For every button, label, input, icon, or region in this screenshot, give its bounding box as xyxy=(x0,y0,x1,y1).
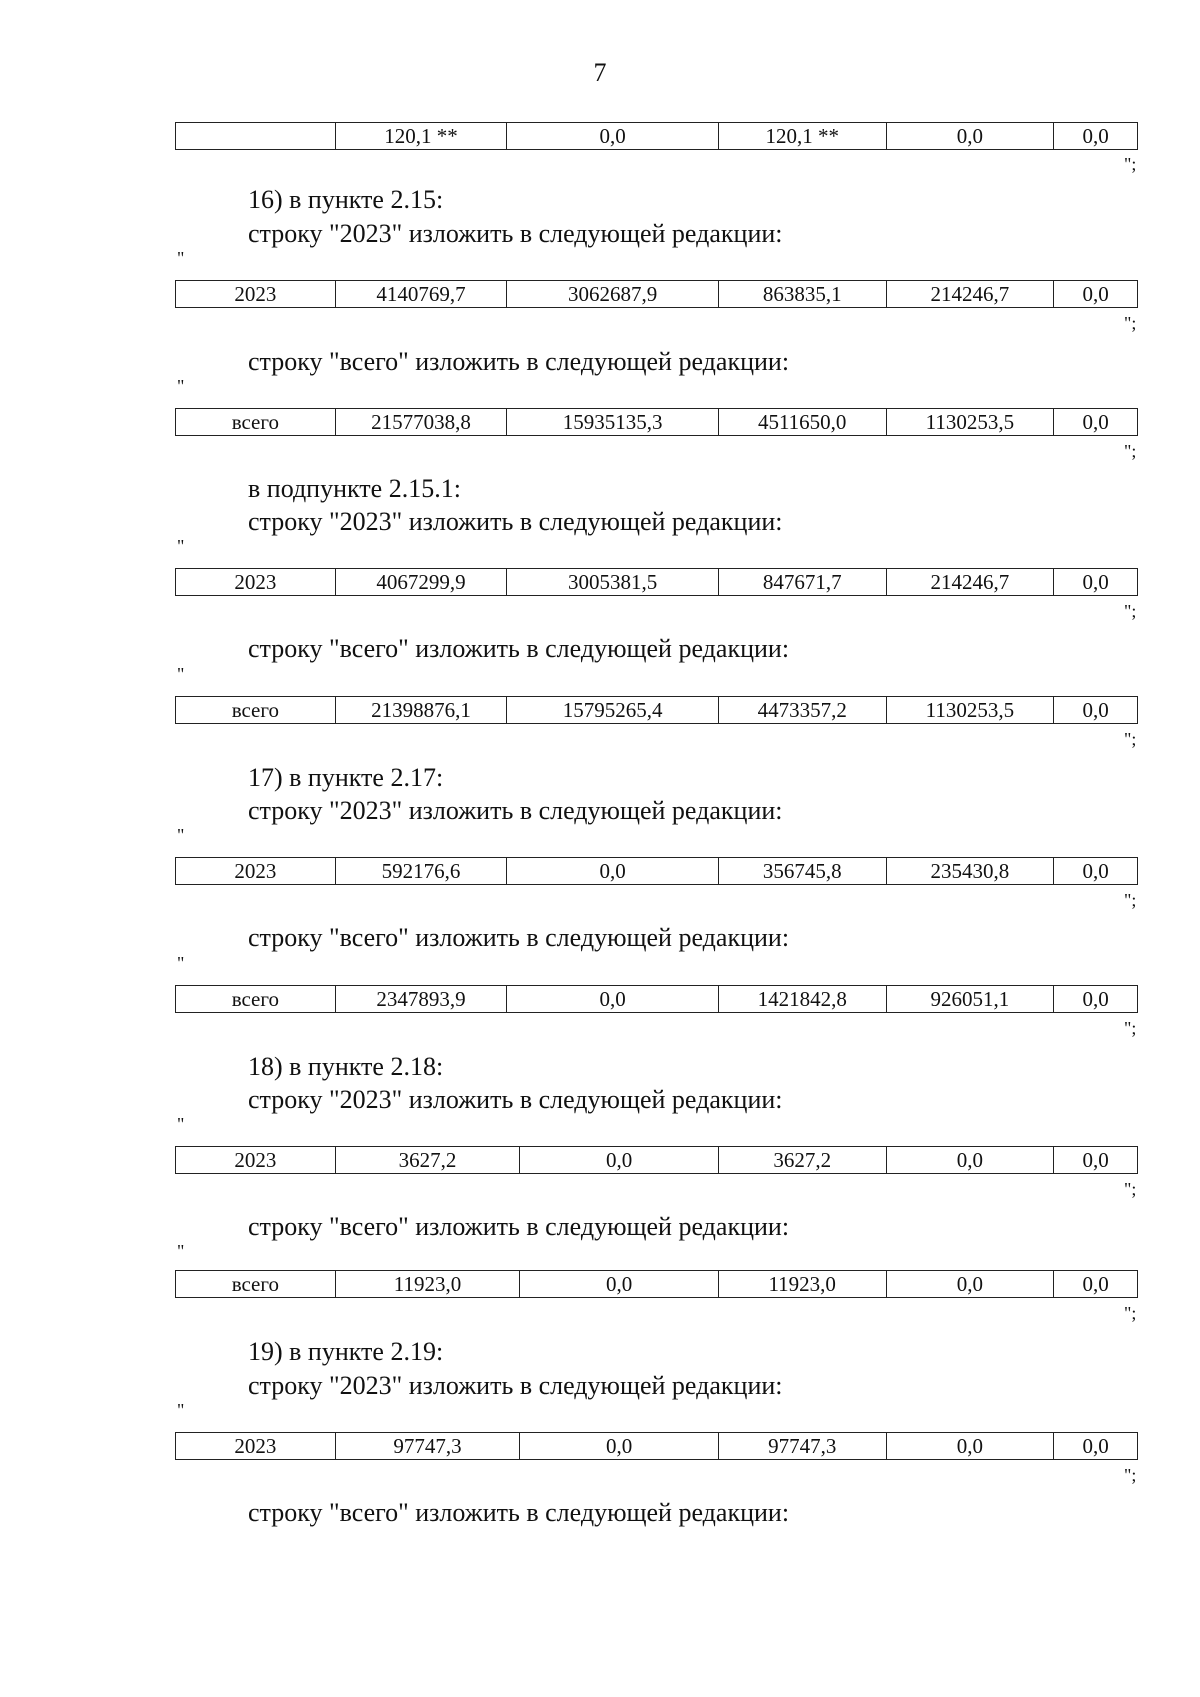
table-cell: всего xyxy=(176,697,336,723)
table-cell: 2347893,9 xyxy=(336,986,508,1012)
table-cell: 214246,7 xyxy=(887,569,1055,595)
table-row xyxy=(175,696,1138,724)
closing-quote: "; xyxy=(1124,154,1137,174)
instruction-line: строку "2023" изложить в следующей редакции: xyxy=(248,796,783,825)
instruction-line: строку "всего" изложить в следующей редакции: xyxy=(248,923,790,952)
closing-quote: "; xyxy=(1124,890,1137,910)
instruction-line: строку "всего" изложить в следующей редакции: xyxy=(248,1212,790,1241)
opening-quote: " xyxy=(177,536,185,556)
table-cell: 1421842,8 xyxy=(719,986,887,1012)
table-cell: 21577038,8 xyxy=(336,409,508,435)
table-cell: 0,0 xyxy=(520,1271,719,1297)
table-cell: 120,1 ** xyxy=(719,123,887,149)
opening-quote: " xyxy=(177,664,185,684)
opening-quote: " xyxy=(177,1241,185,1261)
opening-quote: " xyxy=(177,1400,185,1420)
closing-quote: "; xyxy=(1124,313,1137,333)
table-cell: 2023 xyxy=(176,1147,336,1173)
table-cell: 0,0 xyxy=(1082,859,1109,883)
page-number: 7 xyxy=(593,58,607,87)
table-cell: 0,0 xyxy=(1082,570,1109,594)
section-heading: 18) в пункте 2.18: xyxy=(248,1052,444,1081)
table-cell: всего xyxy=(176,986,336,1012)
table-cell: 0,0 xyxy=(1082,124,1109,148)
table-cell: 0,0 xyxy=(887,1271,1055,1297)
instruction-line: строку "всего" изложить в следующей редакции: xyxy=(248,634,790,663)
table-cell: 863835,1 xyxy=(719,281,887,307)
table-cell: 3062687,9 xyxy=(507,281,719,307)
table-row xyxy=(175,1270,1138,1298)
table-cell: 15935135,3 xyxy=(507,409,719,435)
table-cell: 15795265,4 xyxy=(507,697,719,723)
table-row xyxy=(175,985,1138,1013)
table-cell: 97747,3 xyxy=(719,1433,887,1459)
closing-quote: "; xyxy=(1124,601,1137,621)
table-cell: 4511650,0 xyxy=(719,409,887,435)
opening-quote: " xyxy=(177,376,185,396)
closing-quote: "; xyxy=(1124,729,1137,749)
table-cell: 0,0 xyxy=(1082,1272,1109,1296)
table-cell: 1130253,5 xyxy=(887,697,1055,723)
section-heading: 16) в пункте 2.15: xyxy=(248,185,444,214)
table-row xyxy=(175,568,1138,596)
table-cell: 0,0 xyxy=(520,1433,719,1459)
table-cell: 926051,1 xyxy=(887,986,1055,1012)
instruction-line: строку "2023" изложить в следующей редакции: xyxy=(248,1371,783,1400)
table-cell: 0,0 xyxy=(887,1433,1055,1459)
table-cell: 235430,8 xyxy=(887,858,1055,884)
section-heading: 17) в пункте 2.17: xyxy=(248,763,444,792)
table-row-top xyxy=(175,122,1138,150)
opening-quote: " xyxy=(177,825,185,845)
opening-quote: " xyxy=(177,953,185,973)
table-cell: 4140769,7 xyxy=(336,281,508,307)
section-heading: 19) в пункте 2.19: xyxy=(248,1337,444,1366)
section-heading: в подпункте 2.15.1: xyxy=(248,474,461,503)
table-cell: 2023 xyxy=(176,281,336,307)
table-cell: 3627,2 xyxy=(719,1147,887,1173)
closing-quote: "; xyxy=(1124,1465,1137,1485)
table-cell: 0,0 xyxy=(1082,410,1109,434)
table-cell xyxy=(176,123,336,149)
table-cell: 0,0 xyxy=(507,858,719,884)
table-cell: 2023 xyxy=(176,858,336,884)
table-cell: 120,1 ** xyxy=(336,123,508,149)
opening-quote: " xyxy=(177,248,185,268)
table-cell: 847671,7 xyxy=(719,569,887,595)
table-cell: 592176,6 xyxy=(336,858,508,884)
table-cell: 11923,0 xyxy=(719,1271,887,1297)
table-row xyxy=(175,280,1138,308)
table-cell: 2023 xyxy=(176,569,336,595)
table-row xyxy=(175,1146,1138,1174)
table-cell: 97747,3 xyxy=(336,1433,521,1459)
instruction-line: строку "всего" изложить в следующей редакции: xyxy=(248,347,790,376)
table-cell: 4473357,2 xyxy=(719,697,887,723)
table-cell: 0,0 xyxy=(1082,698,1109,722)
table-cell: 0,0 xyxy=(887,1147,1055,1173)
instruction-line: строку "всего" изложить в следующей редакции: xyxy=(248,1498,790,1527)
closing-quote: "; xyxy=(1124,1018,1137,1038)
table-cell: 11923,0 xyxy=(336,1271,521,1297)
table-cell: 21398876,1 xyxy=(336,697,508,723)
closing-quote: "; xyxy=(1124,441,1137,461)
table-cell: 3627,2 xyxy=(336,1147,521,1173)
instruction-line: строку "2023" изложить в следующей редакции: xyxy=(248,1085,783,1114)
table-cell: 4067299,9 xyxy=(336,569,508,595)
table-row xyxy=(175,408,1138,436)
table-cell: 0,0 xyxy=(1082,1434,1109,1458)
table-cell: 0,0 xyxy=(887,123,1055,149)
closing-quote: "; xyxy=(1124,1179,1137,1199)
table-cell: 0,0 xyxy=(1082,282,1109,306)
table-cell: 0,0 xyxy=(507,123,719,149)
opening-quote: " xyxy=(177,1114,185,1134)
table-row xyxy=(175,857,1138,885)
table-cell: 3005381,5 xyxy=(507,569,719,595)
instruction-line: строку "2023" изложить в следующей редакции: xyxy=(248,507,783,536)
table-cell: 1130253,5 xyxy=(887,409,1055,435)
table-cell: 0,0 xyxy=(1082,1148,1109,1172)
table-cell: 356745,8 xyxy=(719,858,887,884)
table-cell: 0,0 xyxy=(520,1147,719,1173)
table-cell: всего xyxy=(176,1271,336,1297)
instruction-line: строку "2023" изложить в следующей редакции: xyxy=(248,219,783,248)
closing-quote: "; xyxy=(1124,1303,1137,1323)
table-cell: 2023 xyxy=(176,1433,336,1459)
table-cell: 214246,7 xyxy=(887,281,1055,307)
table-row xyxy=(175,1432,1138,1460)
table-cell: 0,0 xyxy=(507,986,719,1012)
table-cell: всего xyxy=(176,409,336,435)
table-cell: 0,0 xyxy=(1082,987,1109,1011)
